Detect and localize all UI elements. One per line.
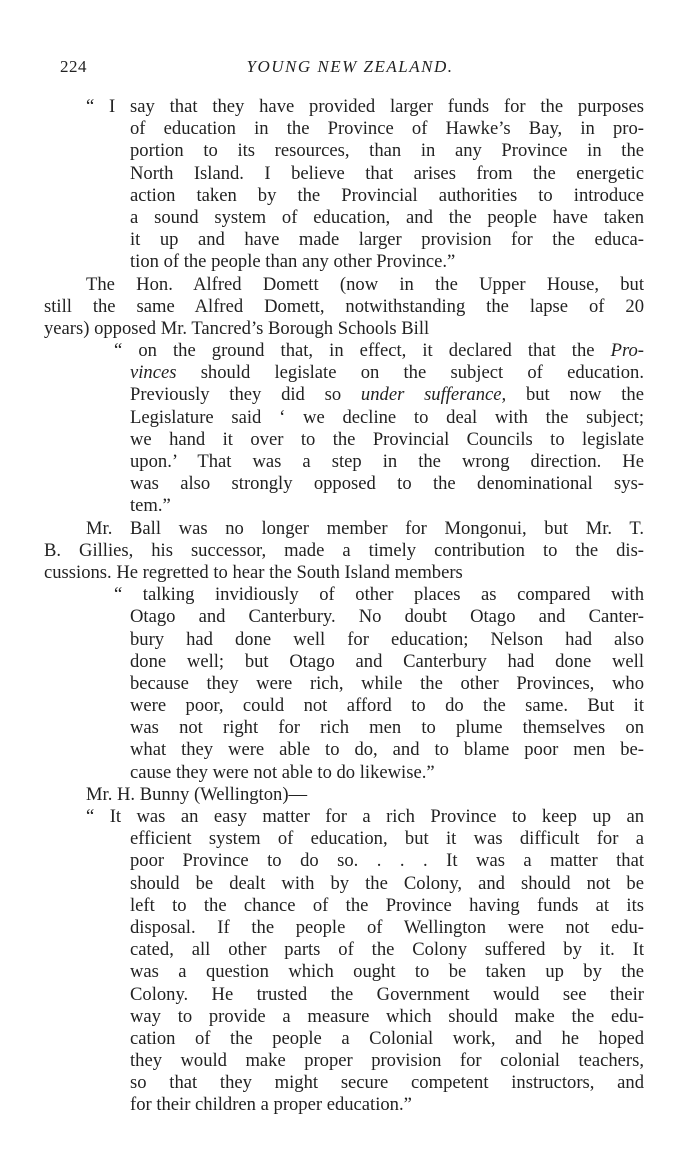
text-line: was also strongly opposed to the denominational sys- [130,473,644,495]
text-line [44,340,644,362]
text-line: cause they were not able to do likewise.” [130,761,435,783]
italic-text: vinces [130,362,177,384]
text-line [44,362,644,384]
italic-text: Pro- [610,340,644,362]
text-line: done well; but Otago and Canterbury had done well [130,650,644,672]
text-line: The Hon. Alfred Domett (now in the Upper House, but [86,273,644,295]
text-line: North Island. I believe that arises from the energetic [130,162,644,184]
text-segment: “ on the ground that, in effect, it declared that the [114,340,611,362]
text-segment: Previously they did so [130,384,361,406]
text-line: it up and have made larger provision for the educa- [130,229,644,251]
text-line: tem.” [130,495,171,517]
text-line: still the same Alfred Domett, notwithstanding the lapse of 20 [44,295,644,317]
text-line: “ It was an easy matter for a rich Province to keep up an [86,806,644,827]
text-line: bury had done well for education; Nelson had also [130,628,644,650]
text-line: because they were rich, while the other Provinces, who [130,672,644,694]
text-line: “ talking invidiously of other places as compared with [114,584,644,606]
running-title: YOUNG NEW ZEALAND. [246,57,454,76]
text-line: should be dealt with by the Colony, and should not be [130,872,644,894]
text-line: were poor, could not afford to do the same. But it [130,695,644,717]
italic-text: under sufferance, [360,384,507,406]
text-line: was a question which ought to be taken up by the [130,961,644,983]
text-segment: should legislate on the subject of education. [176,362,644,384]
page-header [60,57,640,81]
text-line: portion to its resources, than in any Province in the [130,140,644,162]
text-line: tion of the people than any other Province.” [130,251,456,273]
body-text [44,96,644,1117]
text-line: Mr. Ball was no longer member for Mongonui, but Mr. T. [86,517,644,539]
text-line: of education in the Province of Hawke’s Bay, in pro- [130,118,644,140]
text-line: Otago and Canterbury. No doubt Otago and Canter- [130,606,644,628]
text-line: efficient system of education, but it was difficult for a [130,828,644,850]
text-line: poor Province to do so. . . . It was a matter that [130,850,644,872]
text-line: way to provide a measure which should make the edu- [130,1005,644,1027]
text-line: disposal. If the people of Wellington were not edu- [130,916,644,938]
text-line: upon.’ That was a step in the wrong direction. He [130,451,644,472]
text-line: Legislature said ‘ we decline to deal with the subject; [130,406,644,428]
text-line: cated, all other parts of the Colony suffered by it. It [130,939,644,961]
text-line: was not right for rich men to plume themselves on [130,717,644,739]
text-line [44,384,644,406]
text-line: action taken by the Provincial authorities to introduce [130,184,644,206]
text-line: left to the chance of the Province having funds at its [130,894,644,916]
text-line: they would make proper provision for colonial teachers, [130,1050,644,1072]
text-segment: but now the [506,384,644,406]
text-line: B. Gillies, his successor, made a timely contribution to the dis- [44,539,644,561]
text-line: cussions. He regretted to hear the South Island members [44,561,463,583]
text-line: what they were able to do, and to blame poor men be- [130,739,644,761]
page-number: 224 [60,57,87,76]
text-line: so that they might secure competent instructors, and [130,1072,644,1094]
text-line: years) opposed Mr. Tancred’s Borough Schools Bill [44,317,430,339]
text-line: a sound system of education, and the people have taken [130,206,644,228]
text-line: “ I say that they have provided larger funds for the purposes [86,96,644,117]
text-line: for their children a proper education.” [130,1094,412,1116]
text-line: we hand it over to the Provincial Councils to legislate [130,428,644,450]
text-line: cation of the people a Colonial work, and he hoped [130,1027,644,1049]
text-line: Colony. He trusted the Government would see their [130,983,644,1005]
text-line: Mr. H. Bunny (Wellington)— [86,783,308,805]
